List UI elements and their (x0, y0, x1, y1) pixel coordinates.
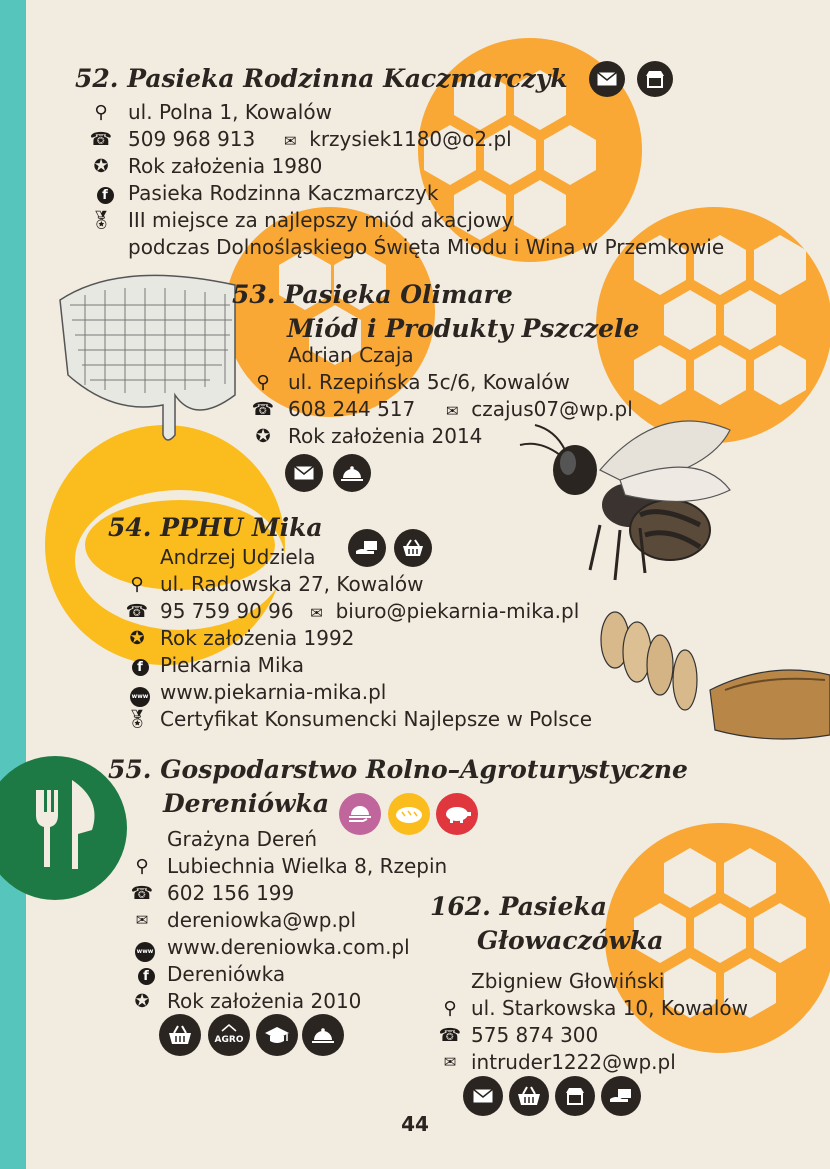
entry-55-details (131, 826, 447, 1015)
award-icon: 🏅︎ (89, 210, 113, 231)
address-text: ul. Polna 1, Kowalów (128, 100, 332, 124)
location-pin-icon: ⚲ (130, 574, 144, 595)
website-link[interactable]: www.piekarnia-mika.pl (160, 680, 387, 704)
founded-text: Rok założenia 1992 (160, 626, 355, 650)
facebook-link[interactable]: Pasieka Rodzinna Kaczmarczyk (128, 181, 439, 205)
entry-53-details (252, 342, 633, 450)
entry-52-details (89, 99, 725, 261)
facebook-icon: f (127, 652, 153, 679)
market-stall-icon[interactable] (637, 61, 673, 97)
phone-icon: ☎ (89, 129, 113, 150)
email-link[interactable]: krzysiek1180@o2.pl (309, 127, 512, 151)
address-text: ul. Radowska 27, Kowalów (160, 572, 424, 596)
address-text: ul. Starkowska 10, Kowalów (471, 996, 748, 1020)
entry-title-line1b: Agroturystyczne (460, 755, 688, 784)
graduation-cap-icon[interactable] (256, 1014, 298, 1056)
phone-text: 608 244 517 (288, 397, 416, 421)
market-stall-icon[interactable] (555, 1076, 595, 1116)
entry-54-details (124, 544, 592, 733)
entry-title-line1: 53. Pasieka Olimare (232, 280, 513, 309)
location-pin-icon: ⚲ (94, 102, 108, 123)
entry-54 (108, 511, 323, 545)
entry-title-line1: 162. Pasieka (430, 892, 607, 921)
envelope-icon[interactable] (589, 61, 625, 97)
email-link[interactable]: intruder1222@wp.pl (471, 1050, 676, 1074)
email-link[interactable]: biuro@piekarnia-mika.pl (335, 599, 580, 623)
location-pin-icon: ⚲ (256, 372, 270, 393)
honeycomb-illustration (60, 275, 235, 440)
phone-text: 575 874 300 (471, 1023, 599, 1047)
phone-text: 509 968 913 (128, 127, 256, 151)
facebook-icon: f (133, 961, 159, 988)
entry-53 (232, 278, 639, 346)
mail-icon: ✉ (445, 402, 459, 420)
mail-icon: ✉ (283, 132, 297, 150)
agro-icon[interactable] (208, 1014, 250, 1056)
star-icon: ✪ (93, 156, 109, 177)
envelope-icon[interactable] (463, 1076, 503, 1116)
founded-text: Rok założenia 1980 (128, 154, 323, 178)
facebook-link[interactable]: Piekarnia Mika (160, 653, 304, 677)
envelope-icon[interactable] (285, 454, 323, 492)
email-link[interactable]: czajus07@wp.pl (471, 397, 633, 421)
award-text-2: podczas Dolnośląskiego Święta Miodu i Wina w Przemkowie (128, 235, 725, 259)
phone-icon: ☎ (251, 399, 275, 420)
mail-icon: ✉ (310, 604, 323, 622)
founded-text: Rok założenia 2010 (167, 989, 362, 1013)
entry-title-line2: Dereniówka (163, 789, 330, 818)
location-pin-icon: ⚲ (135, 856, 149, 877)
phone-icon: ☎ (130, 883, 154, 904)
owner-text: Grażyna Dereń (167, 827, 318, 851)
hand-card-icon[interactable] (601, 1076, 641, 1116)
entry-title-line1: 55. Gospodarstwo Rolno (108, 755, 448, 784)
entry-title: 54. PPHU Mika (108, 513, 323, 542)
phone-text: 95 759 90 96 (160, 599, 294, 623)
address-text: Lubiechnia Wielka 8, Rzepin (167, 854, 448, 878)
bread-illustration (601, 612, 830, 739)
entry-162 (430, 890, 664, 958)
owner-text: Andrzej Udziela (160, 545, 316, 569)
award-icon: 🏅︎ (125, 709, 149, 730)
agro-label: AGRO (214, 1035, 244, 1045)
phone-icon: ☎ (125, 601, 149, 622)
mail-icon: ✉ (135, 911, 149, 929)
basket-icon[interactable] (159, 1014, 201, 1056)
basket-icon[interactable] (509, 1076, 549, 1116)
star-icon: ✪ (129, 628, 145, 649)
owner-text: Adrian Czaja (288, 343, 414, 367)
cloche-icon[interactable] (302, 1014, 344, 1056)
award-text: Certyfikat Konsumencki Najlepsze w Polsce (160, 707, 593, 731)
title-dash: – (447, 755, 461, 784)
website-link[interactable]: www.dereniowka.com.pl (167, 935, 410, 959)
founded-text: Rok założenia 2014 (288, 424, 483, 448)
entry-title-line2: Miód i Produkty Pszczele (287, 314, 640, 343)
award-text-1: III miejsce za najlepszy miód akacjowy (128, 208, 514, 232)
entry-title-line2: Głowaczówka (477, 926, 664, 955)
email-link[interactable]: dereniowka@wp.pl (167, 908, 357, 932)
owner-text: Zbigniew Głowiński (471, 969, 665, 993)
star-icon: ✪ (134, 991, 150, 1012)
phone-icon: ☎ (438, 1025, 462, 1046)
cloche-icon[interactable] (333, 454, 371, 492)
entry-162-details (435, 968, 748, 1076)
entry-52 (75, 62, 568, 96)
star-icon: ✪ (255, 426, 271, 447)
address-text: ul. Rzepińska 5c/6, Kowalów (288, 370, 570, 394)
facebook-link[interactable]: Dereniówka (167, 962, 286, 986)
page-number: 44 (401, 1112, 429, 1136)
website-icon: www (127, 679, 153, 707)
website-icon: www (132, 934, 158, 962)
phone-text: 602 156 199 (167, 881, 295, 905)
mail-icon: ✉ (443, 1053, 457, 1071)
entry-title: 52. Pasieka Rodzinna Kaczmarczyk (75, 64, 568, 93)
location-pin-icon: ⚲ (443, 998, 457, 1019)
facebook-icon: f (92, 180, 118, 207)
